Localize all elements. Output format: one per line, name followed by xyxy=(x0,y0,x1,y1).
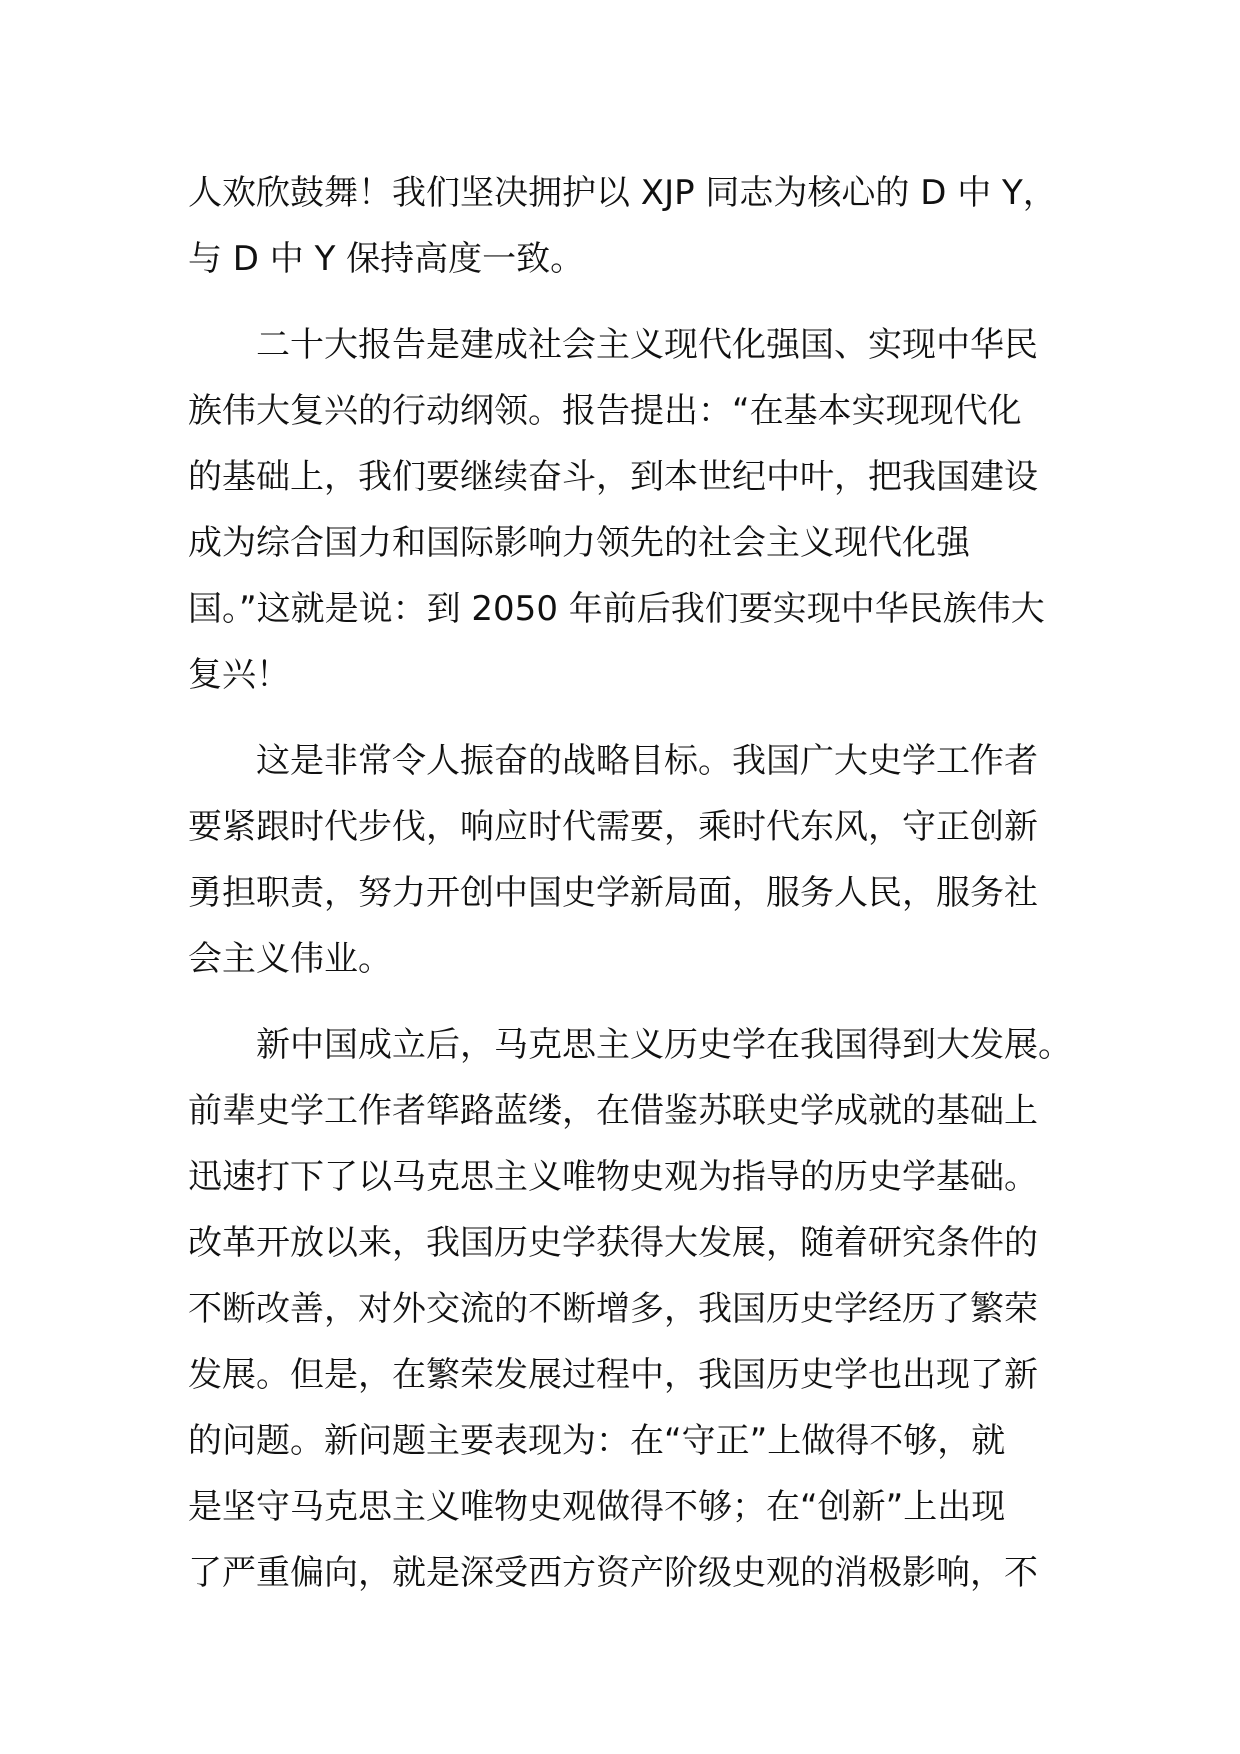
text-line: 迅速打下了以马克思主义唯物史观为指导的历史学基础。 xyxy=(188,1157,1038,1197)
text-line: 了严重偏向，就是深受西方资产阶级史观的消极影响，不 xyxy=(188,1553,1038,1593)
text-line: 这是非常令人振奋的战略目标。我国广大史学工作者 xyxy=(256,741,1038,781)
text-line: 人欢欣鼓舞！我们坚决拥护以 XJP 同志为核心的 D 中 Y， xyxy=(188,173,1057,213)
text-line: 成为综合国力和国际影响力领先的社会主义现代化强 xyxy=(188,523,970,563)
text-line: 改革开放以来，我国历史学获得大发展，随着研究条件的 xyxy=(188,1223,1038,1263)
paragraph-1 xyxy=(188,160,1068,292)
text-line: 国。”这就是说：到 2050 年前后我们要实现中华民族伟大 xyxy=(188,589,1045,629)
text-line: 不断改善，对外交流的不断增多，我国历史学经历了繁荣 xyxy=(188,1289,1038,1329)
text-line: 新中国成立后，马克思主义历史学在我国得到大发展。 xyxy=(256,1025,1072,1065)
text-line: 二十大报告是建成社会主义现代化强国、实现中华民 xyxy=(256,325,1038,365)
text-line: 会主义伟业。 xyxy=(188,939,392,979)
text-line: 的问题。新问题主要表现为：在“守正”上做得不够，就 xyxy=(188,1421,1006,1461)
text-line: 的基础上，我们要继续奋斗，到本世纪中叶，把我国建设 xyxy=(188,457,1038,497)
text-line: 要紧跟时代步伐，响应时代需要，乘时代东风，守正创新 xyxy=(188,807,1038,847)
text-line: 是坚守马克思主义唯物史观做得不够；在“创新”上出现 xyxy=(188,1487,1006,1527)
paragraph-3 xyxy=(188,728,1068,992)
text-line: 复兴！ xyxy=(188,655,290,695)
text-line: 前辈史学工作者筚路蓝缕，在借鉴苏联史学成就的基础上 xyxy=(188,1091,1038,1131)
document-body xyxy=(188,160,1072,1626)
text-line: 与 D 中 Y 保持高度一致。 xyxy=(188,239,585,279)
paragraph-2 xyxy=(188,312,1068,708)
text-line: 勇担职责，努力开创中国史学新局面，服务人民，服务社 xyxy=(188,873,1038,913)
text-line: 发展。但是，在繁荣发展过程中，我国历史学也出现了新 xyxy=(188,1355,1038,1395)
text-line: 族伟大复兴的行动纲领。报告提出：“在基本实现现代化 xyxy=(188,391,1022,431)
paragraph-4 xyxy=(188,1012,1072,1606)
